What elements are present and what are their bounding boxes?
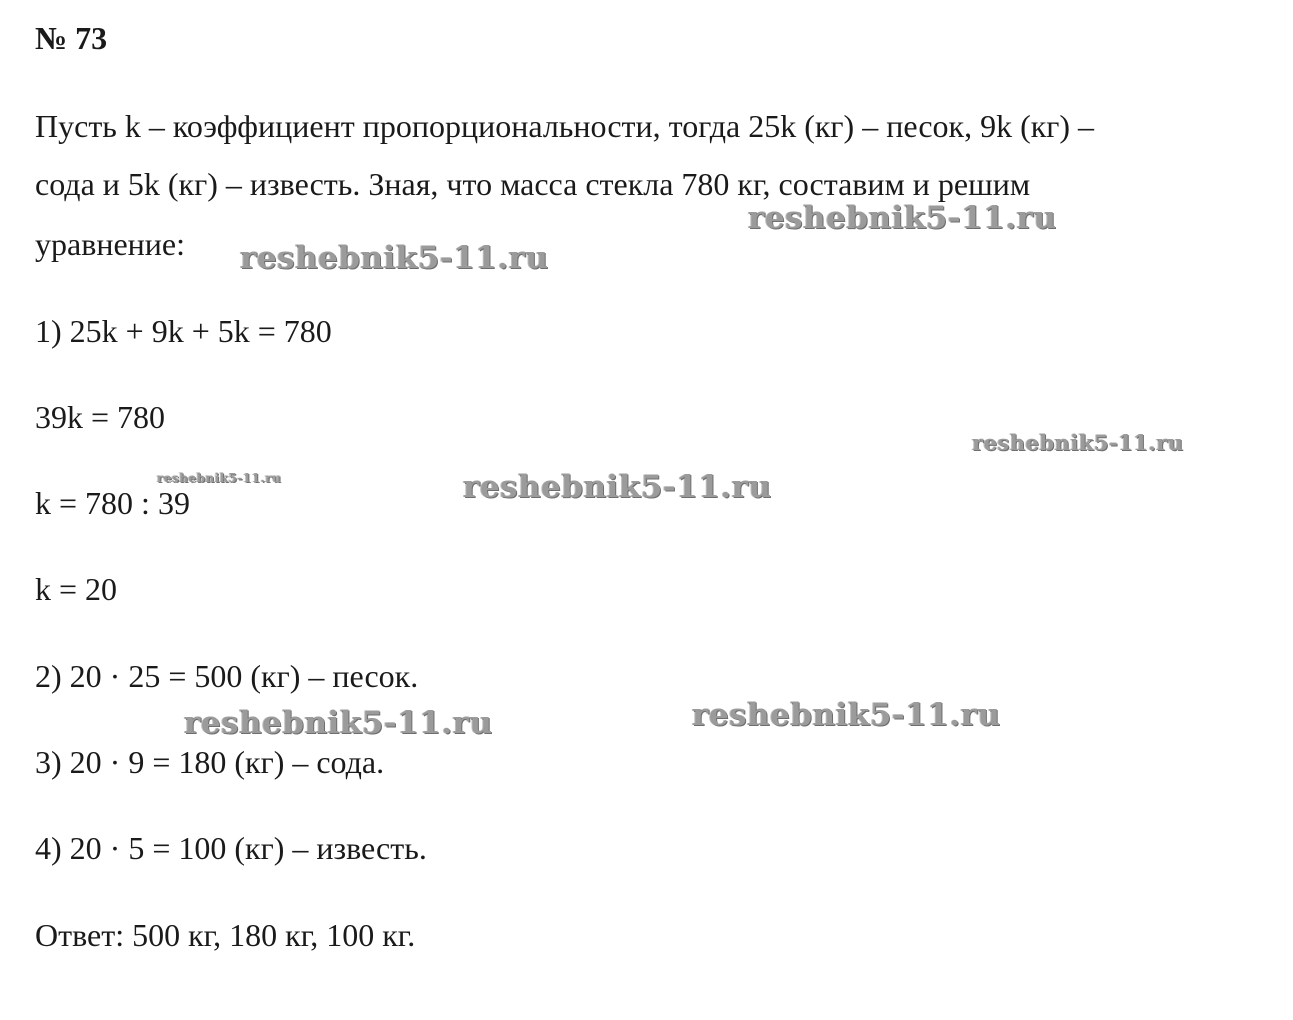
watermark: reshebnik5-11.ru xyxy=(692,697,1001,733)
watermark: reshebnik5-11.ru xyxy=(157,471,282,485)
watermark: reshebnik5-11.ru xyxy=(240,240,549,276)
calculation-soda: 3) 20 · 9 = 180 (кг) – сода. xyxy=(35,744,385,780)
text-line-1: Пусть k – коэффициент пропорциональности, тогда 25k (кг) – песок, 9k (кг) – xyxy=(35,108,1095,144)
watermark: reshebnik5-11.ru xyxy=(184,705,493,741)
problem-number: № 73 xyxy=(35,20,108,56)
equation-step-4: k = 20 xyxy=(35,571,118,607)
calculation-sand: 2) 20 · 25 = 500 (кг) – песок. xyxy=(35,658,419,694)
text-line-3: уравнение: xyxy=(35,226,185,262)
answer-line: Ответ: 500 кг, 180 кг, 100 кг. xyxy=(35,917,416,953)
equation-step-3: k = 780 : 39 xyxy=(35,485,190,521)
watermark: reshebnik5-11.ru xyxy=(748,200,1057,236)
calculation-lime: 4) 20 · 5 = 100 (кг) – известь. xyxy=(35,830,427,866)
text-line-2: сода и 5k (кг) – известь. Зная, что масса стекла 780 кг, составим и решим xyxy=(35,166,1031,202)
equation-step-1: 1) 25k + 9k + 5k = 780 xyxy=(35,313,332,349)
watermark: reshebnik5-11.ru xyxy=(972,430,1184,455)
equation-step-2: 39k = 780 xyxy=(35,399,166,435)
watermark: reshebnik5-11.ru xyxy=(463,469,772,505)
